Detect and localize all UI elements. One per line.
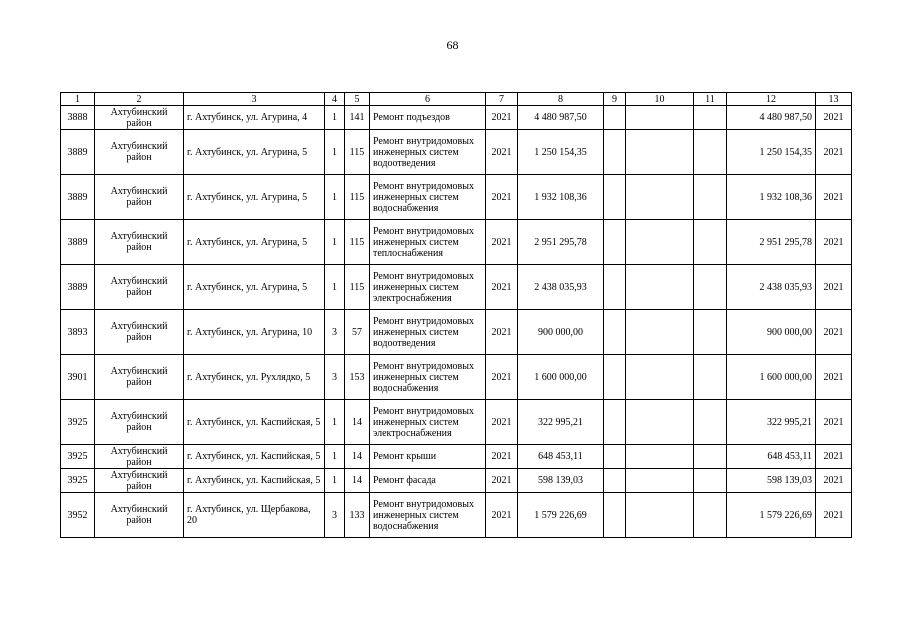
cell-district: Ахтубинский район — [95, 445, 184, 469]
cell-work-type: Ремонт фасада — [370, 469, 486, 493]
cell-address: г. Ахтубинск, ул. Каспийская, 5 — [184, 445, 325, 469]
column-number-row — [61, 93, 852, 106]
cell-total-cost: 1 600 000,00 — [727, 355, 816, 400]
cell-year: 2021 — [486, 493, 518, 538]
cell-col11 — [694, 175, 727, 220]
cell-address: г. Ахтубинск, ул. Агурина, 10 — [184, 310, 325, 355]
cell-col11 — [694, 106, 727, 130]
cell-year: 2021 — [486, 106, 518, 130]
cell-completion-year: 2021 — [816, 400, 852, 445]
cell-number: 3893 — [61, 310, 95, 355]
cell-total-cost: 598 139,03 — [727, 469, 816, 493]
cell-completion-year: 2021 — [816, 469, 852, 493]
column-header: 10 — [626, 93, 694, 106]
cell-total-cost: 1 250 154,35 — [727, 130, 816, 175]
cell-col11 — [694, 130, 727, 175]
cell-cost: 1 250 154,35 — [518, 130, 604, 175]
cell-address: г. Ахтубинск, ул. Каспийская, 5 — [184, 400, 325, 445]
cell-address: г. Ахтубинск, ул. Каспийская, 5 — [184, 469, 325, 493]
cell-total-cost: 2 438 035,93 — [727, 265, 816, 310]
table-row — [61, 130, 852, 175]
cell-cost: 598 139,03 — [518, 469, 604, 493]
cell-col9 — [604, 355, 626, 400]
column-header: 13 — [816, 93, 852, 106]
table-row — [61, 265, 852, 310]
cell-work-type: Ремонт внутридомовых инженерных систем водоснабжения — [370, 175, 486, 220]
cell-total-cost: 4 480 987,50 — [727, 106, 816, 130]
cell-col10 — [626, 493, 694, 538]
cell-col10 — [626, 310, 694, 355]
cell-total-cost: 322 995,21 — [727, 400, 816, 445]
cell-year: 2021 — [486, 130, 518, 175]
column-header: 5 — [345, 93, 370, 106]
cell-number: 3888 — [61, 106, 95, 130]
column-header: 9 — [604, 93, 626, 106]
cell-col9 — [604, 400, 626, 445]
cell-year: 2021 — [486, 310, 518, 355]
cell-district: Ахтубинский район — [95, 355, 184, 400]
table-row — [61, 445, 852, 469]
cell-district: Ахтубинский район — [95, 130, 184, 175]
cell-work-type: Ремонт внутридомовых инженерных систем водоснабжения — [370, 355, 486, 400]
cell-work-type: Ремонт крыши — [370, 445, 486, 469]
cell-address: г. Ахтубинск, ул. Агурина, 5 — [184, 265, 325, 310]
cell-col10 — [626, 106, 694, 130]
cell-number: 3925 — [61, 469, 95, 493]
cell-col4: 1 — [325, 130, 345, 175]
cell-col5: 153 — [345, 355, 370, 400]
cell-cost: 1 932 108,36 — [518, 175, 604, 220]
cell-col9 — [604, 106, 626, 130]
cell-completion-year: 2021 — [816, 445, 852, 469]
cell-total-cost: 1 579 226,69 — [727, 493, 816, 538]
cell-cost: 2 951 295,78 — [518, 220, 604, 265]
cell-col9 — [604, 445, 626, 469]
cell-district: Ахтубинский район — [95, 469, 184, 493]
cell-col9 — [604, 130, 626, 175]
cell-col4: 1 — [325, 220, 345, 265]
cell-completion-year: 2021 — [816, 175, 852, 220]
cell-col9 — [604, 469, 626, 493]
table-row — [61, 355, 852, 400]
cell-col9 — [604, 310, 626, 355]
cell-col11 — [694, 310, 727, 355]
cell-completion-year: 2021 — [816, 106, 852, 130]
cell-work-type: Ремонт внутридомовых инженерных систем электроснабжения — [370, 265, 486, 310]
cell-col5: 14 — [345, 469, 370, 493]
cell-completion-year: 2021 — [816, 493, 852, 538]
cell-total-cost: 2 951 295,78 — [727, 220, 816, 265]
cell-cost: 322 995,21 — [518, 400, 604, 445]
cell-col4: 1 — [325, 106, 345, 130]
cell-district: Ахтубинский район — [95, 106, 184, 130]
table-row — [61, 220, 852, 265]
cell-col10 — [626, 175, 694, 220]
cell-col4: 3 — [325, 355, 345, 400]
cell-district: Ахтубинский район — [95, 175, 184, 220]
cell-completion-year: 2021 — [816, 130, 852, 175]
cell-col10 — [626, 469, 694, 493]
cell-col4: 3 — [325, 493, 345, 538]
cell-col11 — [694, 400, 727, 445]
cell-cost: 648 453,11 — [518, 445, 604, 469]
cell-work-type: Ремонт внутридомовых инженерных систем водоотведения — [370, 310, 486, 355]
cell-district: Ахтубинский район — [95, 493, 184, 538]
cell-total-cost: 1 932 108,36 — [727, 175, 816, 220]
cell-address: г. Ахтубинск, ул. Агурина, 4 — [184, 106, 325, 130]
column-header: 1 — [61, 93, 95, 106]
cell-col5: 14 — [345, 400, 370, 445]
cell-total-cost: 648 453,11 — [727, 445, 816, 469]
table-row — [61, 493, 852, 538]
register-table — [60, 92, 852, 538]
table-row — [61, 106, 852, 130]
cell-completion-year: 2021 — [816, 265, 852, 310]
cell-district: Ахтубинский район — [95, 310, 184, 355]
cell-number: 3889 — [61, 130, 95, 175]
cell-col4: 1 — [325, 400, 345, 445]
cell-work-type: Ремонт подъездов — [370, 106, 486, 130]
cell-col11 — [694, 445, 727, 469]
cell-col5: 133 — [345, 493, 370, 538]
cell-col11 — [694, 355, 727, 400]
cell-district: Ахтубинский район — [95, 400, 184, 445]
cell-col4: 1 — [325, 175, 345, 220]
cell-col5: 141 — [345, 106, 370, 130]
column-header: 7 — [486, 93, 518, 106]
cell-col9 — [604, 220, 626, 265]
cell-cost: 2 438 035,93 — [518, 265, 604, 310]
cell-address: г. Ахтубинск, ул. Агурина, 5 — [184, 130, 325, 175]
table-row — [61, 310, 852, 355]
cell-col10 — [626, 220, 694, 265]
cell-year: 2021 — [486, 220, 518, 265]
cell-cost: 4 480 987,50 — [518, 106, 604, 130]
cell-work-type: Ремонт внутридомовых инженерных систем водоснабжения — [370, 493, 486, 538]
cell-work-type: Ремонт внутридомовых инженерных систем теплоснабжения — [370, 220, 486, 265]
cell-year: 2021 — [486, 469, 518, 493]
cell-col5: 115 — [345, 220, 370, 265]
cell-col9 — [604, 493, 626, 538]
page-number: 68 — [446, 38, 459, 52]
cell-col4: 3 — [325, 310, 345, 355]
cell-col5: 115 — [345, 130, 370, 175]
table-row — [61, 175, 852, 220]
cell-col10 — [626, 445, 694, 469]
table-row — [61, 400, 852, 445]
cell-col11 — [694, 469, 727, 493]
cell-col11 — [694, 265, 727, 310]
cell-col5: 57 — [345, 310, 370, 355]
column-header: 2 — [95, 93, 184, 106]
cell-col5: 115 — [345, 175, 370, 220]
cell-year: 2021 — [486, 265, 518, 310]
cell-address: г. Ахтубинск, ул. Щербакова, 20 — [184, 493, 325, 538]
cell-number: 3925 — [61, 400, 95, 445]
cell-col10 — [626, 265, 694, 310]
cell-year: 2021 — [486, 355, 518, 400]
cell-year: 2021 — [486, 175, 518, 220]
cell-year: 2021 — [486, 400, 518, 445]
cell-total-cost: 900 000,00 — [727, 310, 816, 355]
cell-completion-year: 2021 — [816, 355, 852, 400]
cell-district: Ахтубинский район — [95, 220, 184, 265]
cell-completion-year: 2021 — [816, 220, 852, 265]
cell-col11 — [694, 220, 727, 265]
column-header: 6 — [370, 93, 486, 106]
column-header: 8 — [518, 93, 604, 106]
column-header: 11 — [694, 93, 727, 106]
cell-cost: 1 579 226,69 — [518, 493, 604, 538]
cell-year: 2021 — [486, 445, 518, 469]
cell-col10 — [626, 400, 694, 445]
cell-work-type: Ремонт внутридомовых инженерных систем водоотведения — [370, 130, 486, 175]
cell-col11 — [694, 493, 727, 538]
cell-col9 — [604, 265, 626, 310]
cell-number: 3889 — [61, 220, 95, 265]
cell-col5: 14 — [345, 445, 370, 469]
cell-work-type: Ремонт внутридомовых инженерных систем электроснабжения — [370, 400, 486, 445]
cell-number: 3925 — [61, 445, 95, 469]
cell-address: г. Ахтубинск, ул. Агурина, 5 — [184, 220, 325, 265]
column-header: 4 — [325, 93, 345, 106]
cell-completion-year: 2021 — [816, 310, 852, 355]
table-body — [61, 106, 852, 538]
table-row — [61, 469, 852, 493]
cell-col4: 1 — [325, 445, 345, 469]
cell-cost: 1 600 000,00 — [518, 355, 604, 400]
cell-number: 3901 — [61, 355, 95, 400]
cell-col10 — [626, 130, 694, 175]
cell-col10 — [626, 355, 694, 400]
cell-col4: 1 — [325, 469, 345, 493]
cell-address: г. Ахтубинск, ул. Агурина, 5 — [184, 175, 325, 220]
cell-col4: 1 — [325, 265, 345, 310]
column-header: 12 — [727, 93, 816, 106]
column-header: 3 — [184, 93, 325, 106]
cell-col5: 115 — [345, 265, 370, 310]
cell-col9 — [604, 175, 626, 220]
cell-number: 3952 — [61, 493, 95, 538]
cell-district: Ахтубинский район — [95, 265, 184, 310]
cell-cost: 900 000,00 — [518, 310, 604, 355]
cell-address: г. Ахтубинск, ул. Рухлядко, 5 — [184, 355, 325, 400]
cell-number: 3889 — [61, 175, 95, 220]
cell-number: 3889 — [61, 265, 95, 310]
